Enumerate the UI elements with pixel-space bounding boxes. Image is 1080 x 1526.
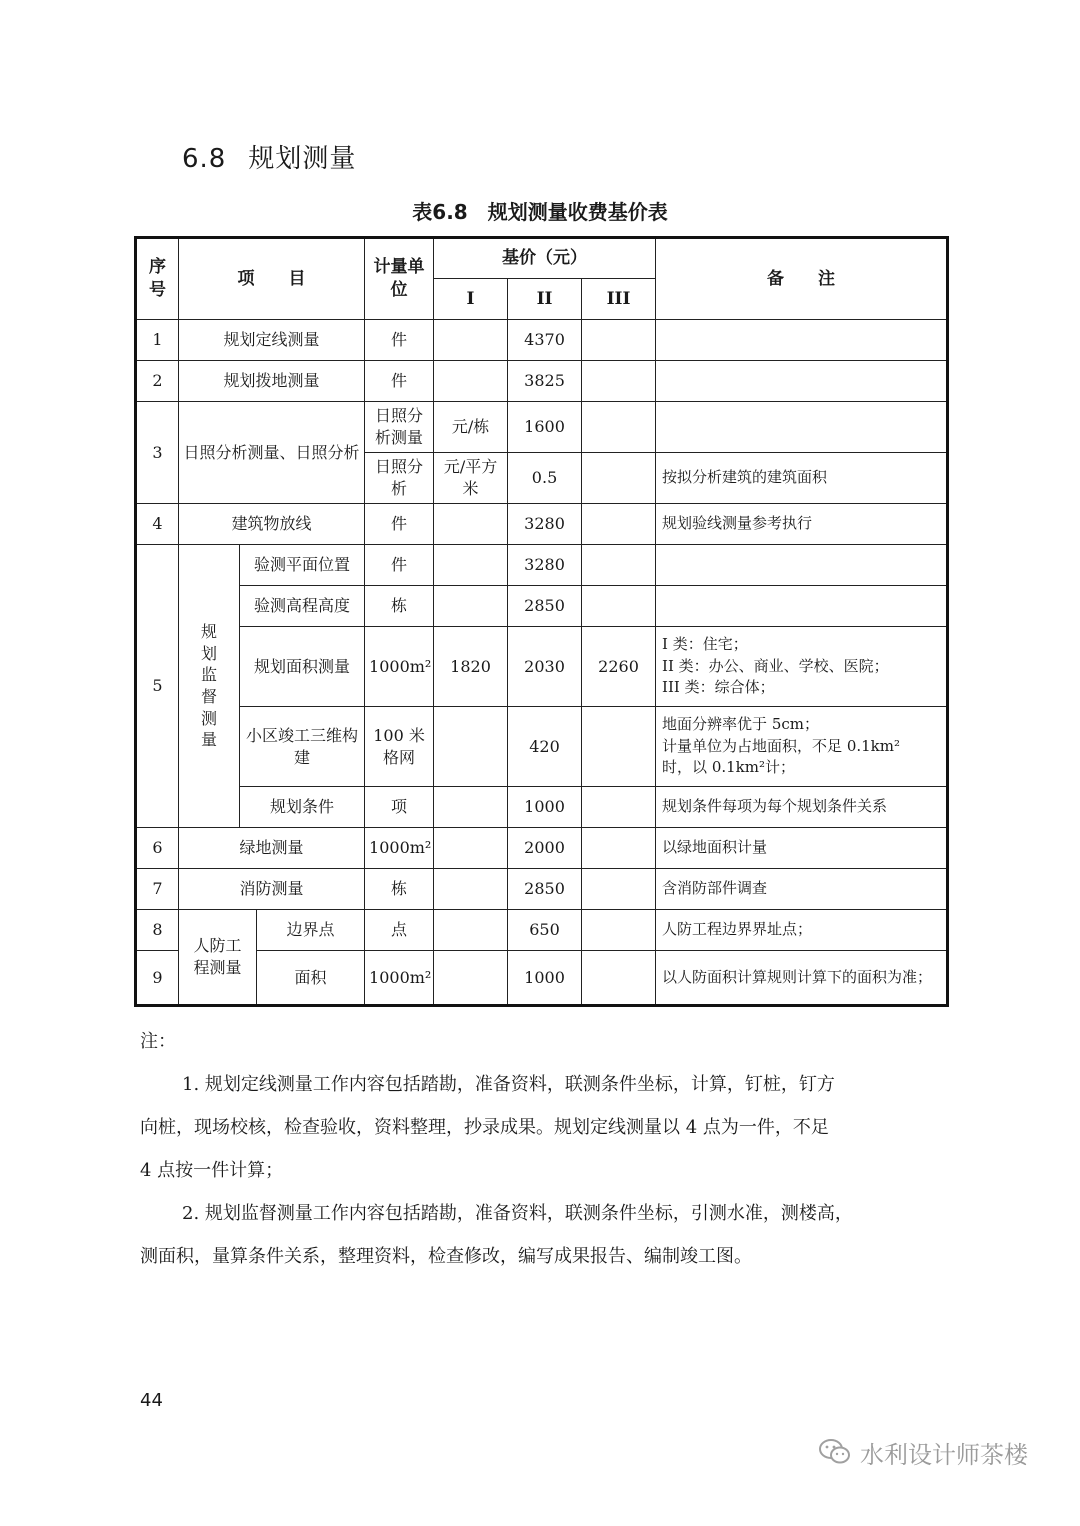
remark-cell: 以人防面积计算规则计算下的面积为准； bbox=[656, 951, 948, 1006]
note-line: 向桩，现场校核，检查验收，资料整理，抄录成果。规划定线测量以 4 点为一件，不足 bbox=[140, 1117, 829, 1138]
price-3-cell bbox=[582, 545, 656, 586]
subitem-cell: 日照分析 bbox=[365, 453, 434, 504]
page-number: 44 bbox=[140, 1390, 163, 1411]
remark-cell: 以绿地面积计量 bbox=[656, 828, 948, 869]
unit-cell: 100 米格网 bbox=[365, 707, 434, 787]
remark-cell bbox=[656, 586, 948, 627]
price-2-cell: 2850 bbox=[508, 586, 582, 627]
price-3-cell bbox=[582, 320, 656, 361]
price-2-cell: 4370 bbox=[508, 320, 582, 361]
note-line: 测面积，量算条件关系，整理资料，检查修改，编写成果报告、编制竣工图。 bbox=[140, 1246, 752, 1267]
item-cell: 绿地测量 bbox=[179, 828, 365, 869]
seq-cell: 6 bbox=[136, 828, 179, 869]
remark-line: I 类：住宅； bbox=[662, 634, 748, 653]
header-level-1: I bbox=[434, 279, 508, 320]
note-line: 2. 规划监督测量工作内容包括踏勘，准备资料，联测条件坐标，引测水准，测楼高， bbox=[182, 1203, 853, 1224]
remark-cell bbox=[656, 627, 948, 707]
remark-cell bbox=[656, 361, 948, 402]
table-row bbox=[136, 586, 948, 627]
remark-line: 计量单位为占地面积，不足 0.1km² bbox=[662, 736, 900, 755]
item-cell: 验测高程高度 bbox=[240, 586, 365, 627]
header-level-3: III bbox=[582, 279, 656, 320]
table-row bbox=[136, 869, 948, 910]
price-2-cell: 650 bbox=[508, 910, 582, 951]
price-3-cell bbox=[582, 453, 656, 504]
table-row bbox=[136, 828, 948, 869]
price-2-cell: 420 bbox=[508, 707, 582, 787]
price-3-cell bbox=[582, 828, 656, 869]
table-row bbox=[136, 402, 948, 453]
remark-cell bbox=[656, 545, 948, 586]
note-line: 4 点按一件计算； bbox=[140, 1160, 284, 1181]
item-cell: 建筑物放线 bbox=[179, 504, 365, 545]
price-1-cell bbox=[434, 787, 508, 828]
price-3-cell bbox=[582, 586, 656, 627]
table-row bbox=[136, 910, 948, 951]
header-seq: 序号 bbox=[136, 238, 179, 320]
notes bbox=[140, 1020, 946, 1278]
price-2-cell: 0.5 bbox=[508, 453, 582, 504]
seq-cell: 3 bbox=[136, 402, 179, 504]
remark-line: 地面分辨率优于 5cm； bbox=[662, 714, 819, 733]
watermark bbox=[818, 1432, 1028, 1472]
item-cell: 规划定线测量 bbox=[179, 320, 365, 361]
price-2-cell: 3825 bbox=[508, 361, 582, 402]
header-row bbox=[136, 238, 948, 279]
price-1-cell bbox=[434, 586, 508, 627]
unit-cell: 1000m² bbox=[365, 828, 434, 869]
wechat-icon bbox=[818, 1437, 852, 1467]
price-3-cell: 2260 bbox=[582, 627, 656, 707]
seq-cell: 5 bbox=[136, 545, 179, 828]
item-cell: 规划面积测量 bbox=[240, 627, 365, 707]
table-row bbox=[136, 787, 948, 828]
item-cell: 面积 bbox=[257, 951, 365, 1006]
unit-cell: 1000m² bbox=[365, 627, 434, 707]
unit-cell: 件 bbox=[365, 545, 434, 586]
price-1-cell bbox=[434, 707, 508, 787]
remark-line: II 类：办公、商业、学校、医院； bbox=[662, 656, 889, 675]
header-remark: 备 注 bbox=[656, 238, 948, 320]
unit-cell: 件 bbox=[365, 504, 434, 545]
unit-cell: 项 bbox=[365, 787, 434, 828]
remark-cell: 规划条件每项为每个规划条件关系 bbox=[656, 787, 948, 828]
group-cell: 人防工程测量 bbox=[179, 910, 257, 1006]
price-2-cell: 3280 bbox=[508, 504, 582, 545]
price-2-cell: 2000 bbox=[508, 828, 582, 869]
unit-cell: 1000m² bbox=[365, 951, 434, 1006]
remark-cell: 人防工程边界界址点； bbox=[656, 910, 948, 951]
remark-cell bbox=[656, 707, 948, 787]
seq-cell: 8 bbox=[136, 910, 179, 951]
group-cell: 规划监督测量 bbox=[179, 545, 240, 828]
table-row bbox=[136, 951, 948, 1006]
price-2-cell: 1600 bbox=[508, 402, 582, 453]
notes-label: 注： bbox=[140, 1031, 176, 1052]
price-1-cell: 1820 bbox=[434, 627, 508, 707]
price-3-cell bbox=[582, 951, 656, 1006]
section-title bbox=[182, 138, 356, 175]
seq-cell: 4 bbox=[136, 504, 179, 545]
price-2-cell: 2030 bbox=[508, 627, 582, 707]
table-row bbox=[136, 707, 948, 787]
header-base-price: 基价（元） bbox=[434, 238, 656, 279]
watermark-text: 水利设计师茶楼 bbox=[860, 1440, 1028, 1469]
price-1-cell bbox=[434, 828, 508, 869]
price-3-cell bbox=[582, 869, 656, 910]
unit-cell: 件 bbox=[365, 361, 434, 402]
price-1-cell bbox=[434, 951, 508, 1006]
price-2-cell: 1000 bbox=[508, 787, 582, 828]
remark-line: 时，以 0.1km²计； bbox=[662, 758, 795, 777]
remark-line: III 类：综合体； bbox=[662, 678, 775, 697]
price-3-cell bbox=[582, 504, 656, 545]
unit-cell: 元/平方米 bbox=[434, 453, 508, 504]
table-row bbox=[136, 504, 948, 545]
header-level-2: II bbox=[508, 279, 582, 320]
table-row bbox=[136, 320, 948, 361]
item-cell: 日照分析测量、日照分析 bbox=[179, 402, 365, 504]
unit-cell: 元/栋 bbox=[434, 402, 508, 453]
table-caption: 表6.8 规划测量收费基价表 bbox=[412, 200, 668, 224]
remark-cell bbox=[656, 320, 948, 361]
fee-table bbox=[134, 236, 949, 1007]
header-unit: 计量单位 bbox=[365, 238, 434, 320]
item-cell: 验测平面位置 bbox=[240, 545, 365, 586]
seq-cell: 1 bbox=[136, 320, 179, 361]
section-number: 6.8 bbox=[182, 144, 227, 174]
price-1-cell bbox=[434, 910, 508, 951]
unit-cell: 件 bbox=[365, 320, 434, 361]
price-1-cell bbox=[434, 320, 508, 361]
item-cell: 规划条件 bbox=[240, 787, 365, 828]
section-name: 规划测量 bbox=[248, 144, 357, 174]
seq-cell: 9 bbox=[136, 951, 179, 1006]
seq-cell: 2 bbox=[136, 361, 179, 402]
item-cell: 小区竣工三维构建 bbox=[240, 707, 365, 787]
price-3-cell bbox=[582, 361, 656, 402]
unit-cell: 栋 bbox=[365, 586, 434, 627]
table-row bbox=[136, 361, 948, 402]
remark-cell bbox=[656, 402, 948, 453]
price-1-cell bbox=[434, 869, 508, 910]
price-3-cell bbox=[582, 910, 656, 951]
price-2-cell: 2850 bbox=[508, 869, 582, 910]
unit-cell: 点 bbox=[365, 910, 434, 951]
price-3-cell bbox=[582, 402, 656, 453]
price-3-cell bbox=[582, 707, 656, 787]
item-cell: 规划拨地测量 bbox=[179, 361, 365, 402]
header-item: 项 目 bbox=[179, 238, 365, 320]
item-cell: 消防测量 bbox=[179, 869, 365, 910]
item-cell: 边界点 bbox=[257, 910, 365, 951]
unit-cell: 栋 bbox=[365, 869, 434, 910]
table-row bbox=[136, 627, 948, 707]
price-1-cell bbox=[434, 545, 508, 586]
remark-cell: 规划验线测量参考执行 bbox=[656, 504, 948, 545]
subitem-cell: 日照分析测量 bbox=[365, 402, 434, 453]
remark-cell: 按拟分析建筑的建筑面积 bbox=[656, 453, 948, 504]
remark-cell: 含消防部件调查 bbox=[656, 869, 948, 910]
price-1-cell bbox=[434, 361, 508, 402]
seq-cell: 7 bbox=[136, 869, 179, 910]
table-row bbox=[136, 545, 948, 586]
note-line: 1. 规划定线测量工作内容包括踏勘，准备资料，联测条件坐标，计算，钉桩，钉方 bbox=[182, 1074, 835, 1095]
price-1-cell bbox=[434, 504, 508, 545]
price-2-cell: 1000 bbox=[508, 951, 582, 1006]
price-2-cell: 3280 bbox=[508, 545, 582, 586]
price-3-cell bbox=[582, 787, 656, 828]
